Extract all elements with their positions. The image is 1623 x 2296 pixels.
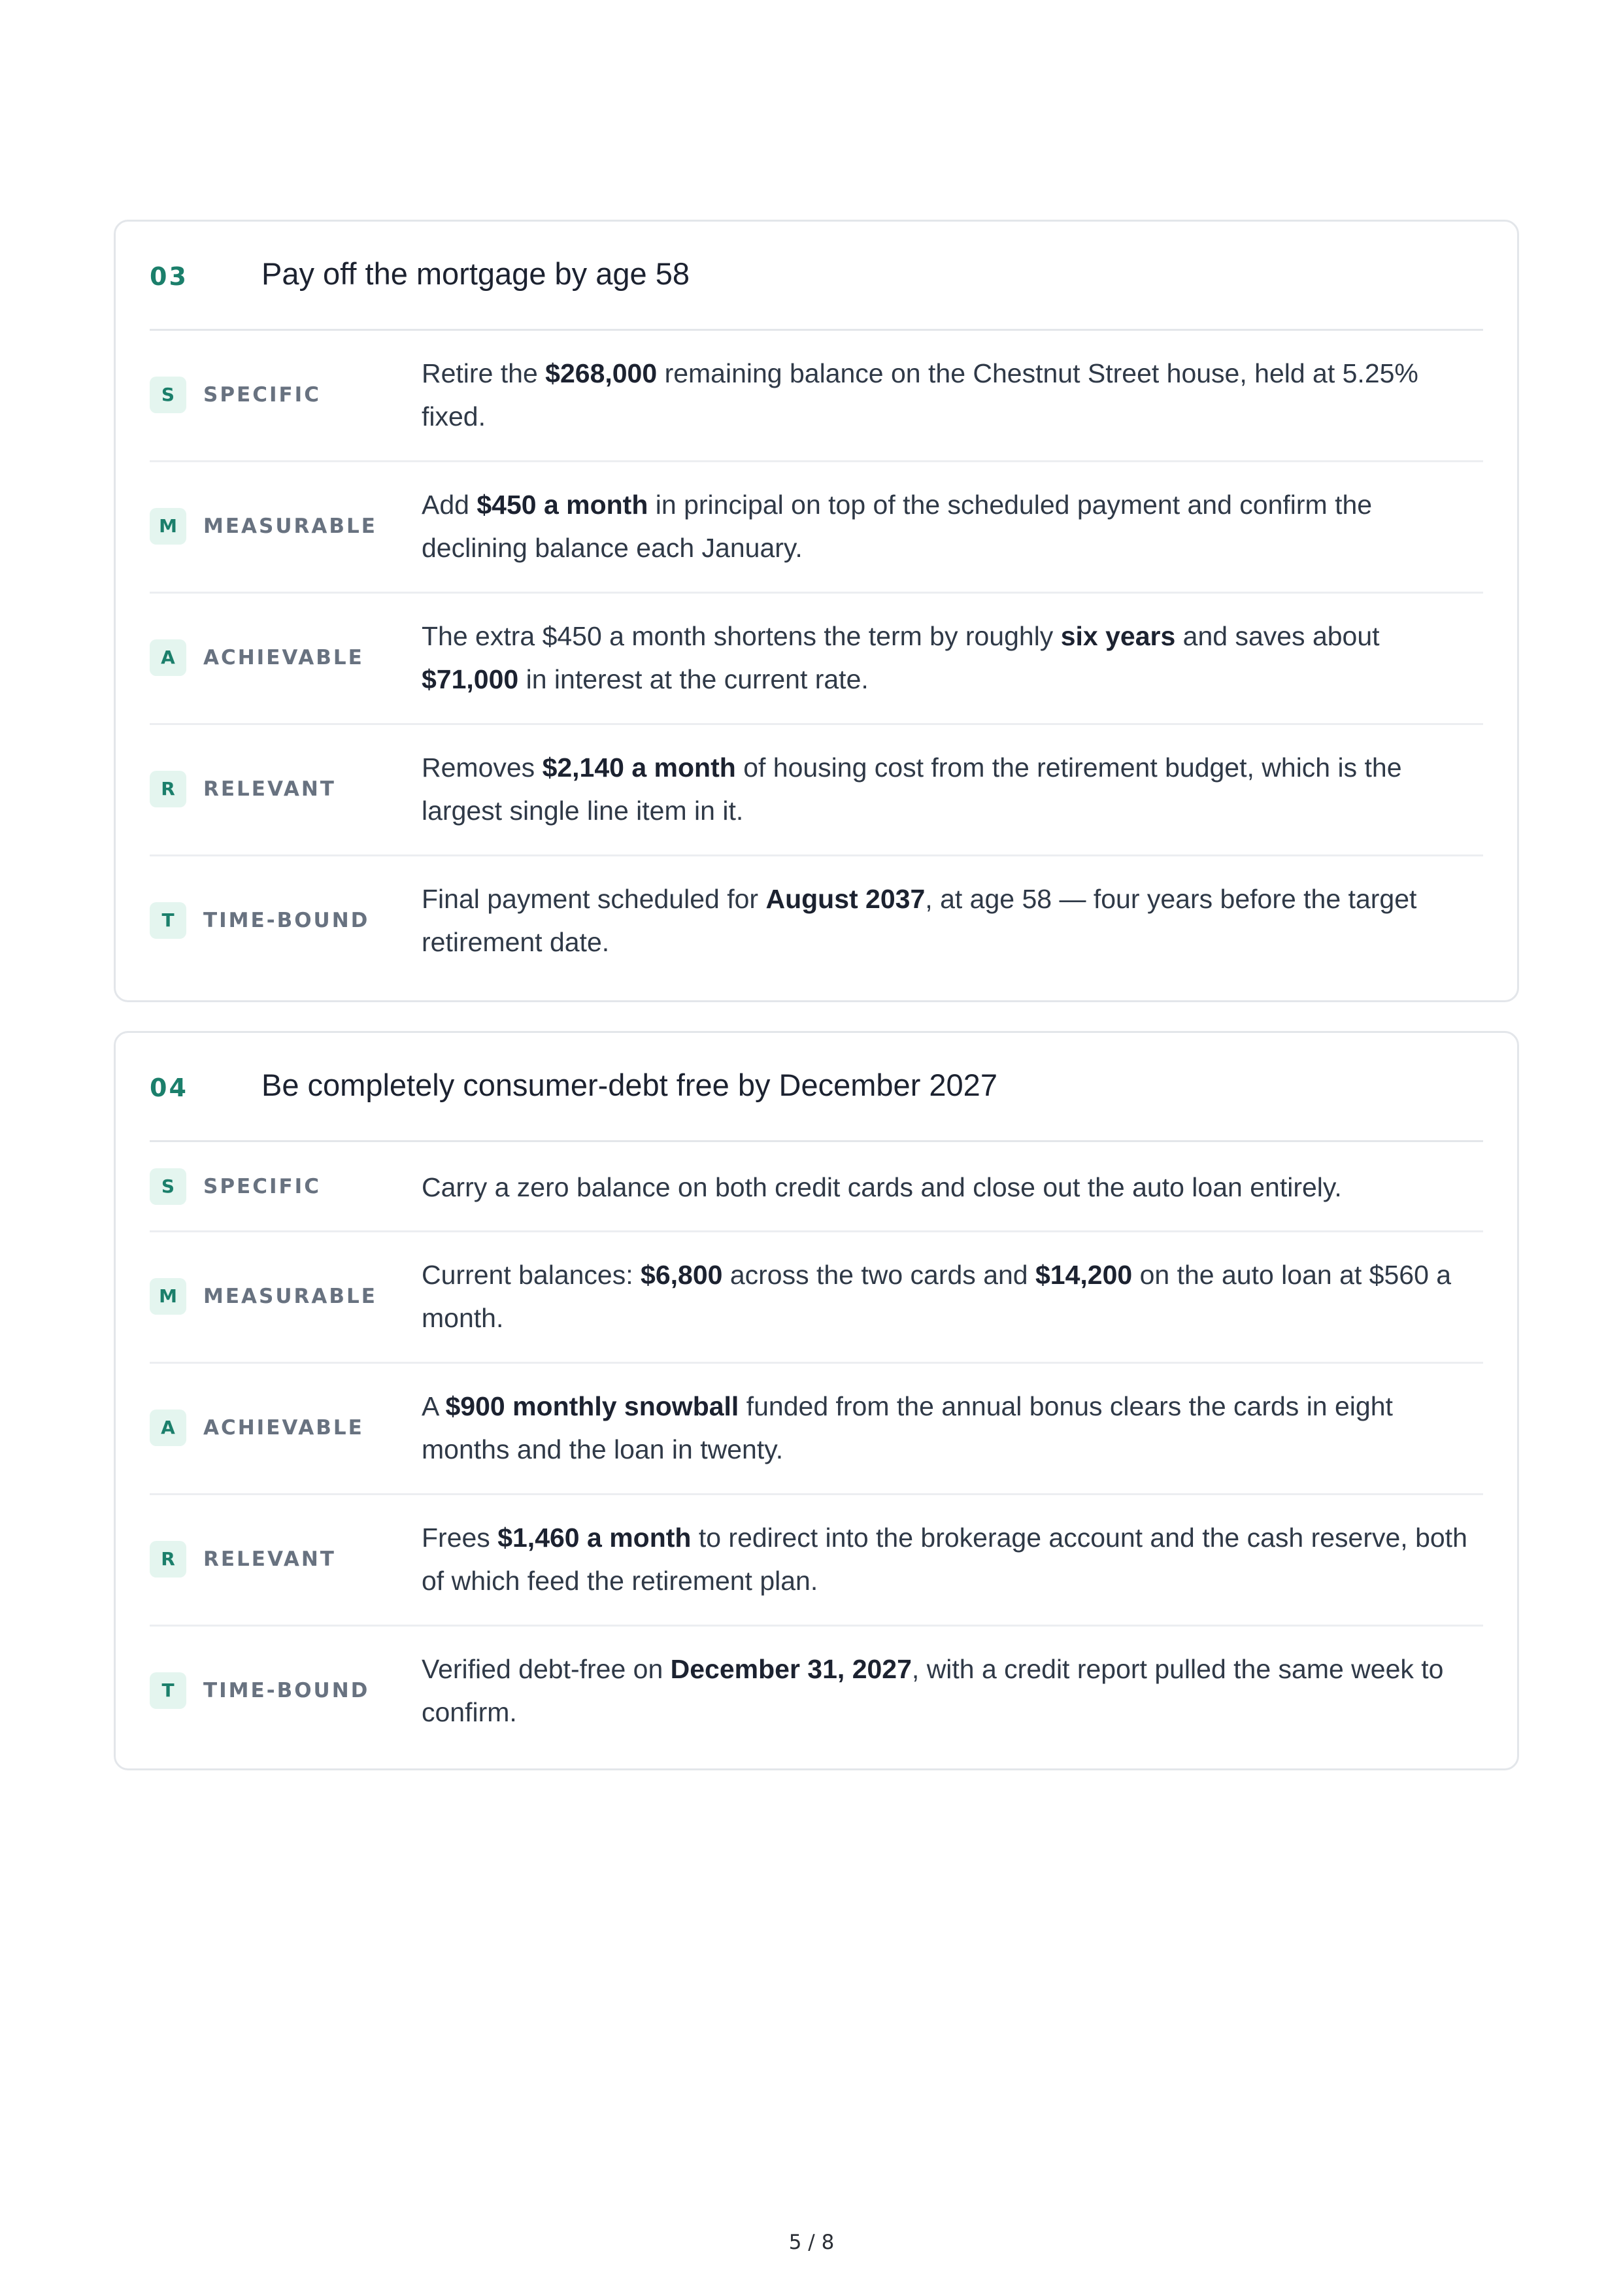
- criterion-row-specific: [150, 331, 1483, 462]
- criterion-row-achievable: [150, 594, 1483, 725]
- criterion-label: RELEVANT: [203, 1547, 336, 1571]
- criterion-label: SPECIFIC: [203, 383, 321, 407]
- criterion-row-time-bound: [150, 1627, 1483, 1758]
- criterion-label: ACHIEVABLE: [203, 1416, 364, 1440]
- criterion-label: RELEVANT: [203, 777, 336, 801]
- criterion-text: Current balances: $6,800 across the two cards and $14,200 on the auto loan at $560 a month.: [422, 1260, 1452, 1333]
- criterion-badge: M: [150, 1278, 186, 1315]
- criterion-row-specific: [150, 1142, 1483, 1232]
- emphasis-text: August 2037: [765, 884, 926, 914]
- criterion-label: ACHIEVABLE: [203, 646, 364, 669]
- criterion-text: Add $450 a month in principal on top of the scheduled payment and confirm the declining balance each January.: [422, 490, 1373, 563]
- criterion-badge: R: [150, 1541, 186, 1578]
- criterion-label: SPECIFIC: [203, 1175, 321, 1198]
- criterion-row-measurable: [150, 1232, 1483, 1364]
- emphasis-text: $900 monthly snowball: [445, 1391, 739, 1421]
- emphasis-text: $14,200: [1035, 1260, 1133, 1290]
- criterion-row-relevant: [150, 725, 1483, 856]
- goal-number: 04: [150, 1073, 188, 1102]
- criterion-label: TIME-BOUND: [203, 909, 370, 932]
- emphasis-text: $6,800: [641, 1260, 723, 1290]
- criterion-text: A $900 monthly snowball funded from the annual bonus clears the cards in eight months and the loan in twenty.: [422, 1391, 1393, 1464]
- criterion-badge: R: [150, 771, 186, 807]
- emphasis-text: December 31, 2027: [670, 1654, 912, 1684]
- criterion-row-relevant: [150, 1495, 1483, 1627]
- goal-title: Pay off the mortgage by age 58: [261, 256, 690, 291]
- goal-number: 03: [150, 262, 188, 291]
- criteria-list: [150, 1142, 1483, 1758]
- criterion-badge: S: [150, 377, 186, 413]
- criterion-text: Retire the $268,000 remaining balance on the Chestnut Street house, held at 5.25% fixed.: [422, 358, 1418, 431]
- criterion-badge: A: [150, 1410, 186, 1446]
- criterion-text: Removes $2,140 a month of housing cost from the retirement budget, which is the largest single line item in it.: [422, 752, 1402, 826]
- criterion-row-achievable: [150, 1364, 1483, 1495]
- goal-header: [150, 1033, 1483, 1142]
- criterion-badge: A: [150, 639, 186, 676]
- criterion-text: Carry a zero balance on both credit cards and close out the auto loan entirely.: [422, 1172, 1342, 1202]
- criterion-row-measurable: [150, 462, 1483, 594]
- emphasis-text: $268,000: [545, 358, 658, 388]
- emphasis-text: $2,140 a month: [542, 752, 736, 783]
- criterion-badge: T: [150, 902, 186, 939]
- criterion-badge: M: [150, 508, 186, 545]
- criterion-text: Verified debt-free on December 31, 2027, with a credit report pulled the same week to confirm.: [422, 1654, 1444, 1727]
- emphasis-text: $450 a month: [477, 490, 648, 520]
- criterion-text: Frees $1,460 a month to redirect into the brokerage account and the cash reserve, both of which feed the retirement plan.: [422, 1523, 1467, 1596]
- criterion-badge: S: [150, 1168, 186, 1205]
- emphasis-text: six years: [1060, 621, 1176, 651]
- criterion-label: TIME-BOUND: [203, 1679, 370, 1702]
- goal-card: [114, 220, 1519, 1002]
- criterion-row-time-bound: [150, 856, 1483, 988]
- goal-card: [114, 1031, 1519, 1770]
- criterion-label: MEASURABLE: [203, 1285, 377, 1308]
- criterion-badge: T: [150, 1672, 186, 1709]
- criterion-label: MEASURABLE: [203, 515, 377, 538]
- emphasis-text: $71,000: [422, 664, 519, 694]
- emphasis-text: $1,460 a month: [497, 1523, 692, 1553]
- page-number: 5 / 8: [788, 2231, 835, 2254]
- criterion-text: The extra $450 a month shortens the term by roughly six years and saves about $71,000 in interest at the current rate.: [422, 621, 1380, 694]
- criterion-text: Final payment scheduled for August 2037, at age 58 — four years before the target retirement date.: [422, 884, 1417, 957]
- goal-header: [150, 222, 1483, 331]
- goal-title: Be completely consumer-debt free by December 2027: [261, 1068, 997, 1102]
- criteria-list: [150, 331, 1483, 988]
